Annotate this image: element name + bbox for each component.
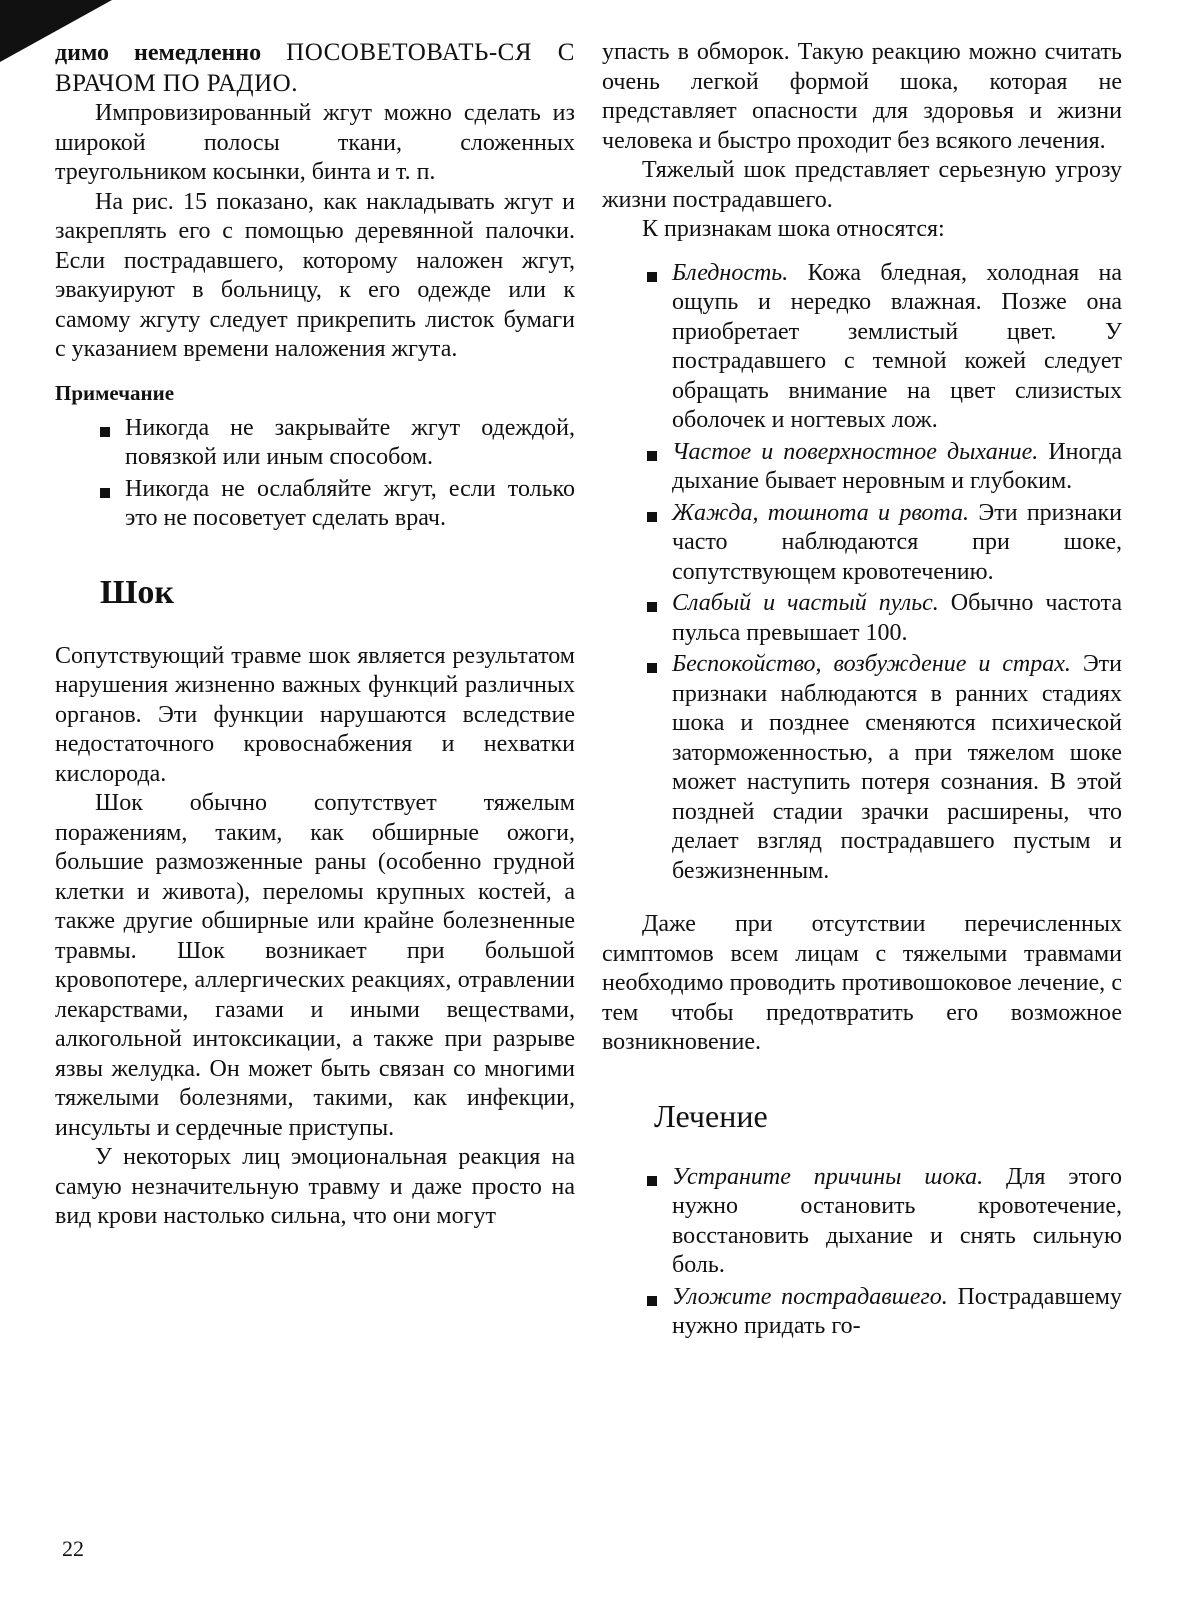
intro-paragraph xyxy=(55,38,575,99)
list-item xyxy=(602,650,1122,886)
shock-heading: Шок xyxy=(100,573,174,611)
page-number: 22 xyxy=(62,1536,84,1561)
prevention-paragraph: Даже при отсутствии перечисленных симптомов всем лицам с тяжелыми травмами необходимо проводить противошоковое лечение, с тем чтобы предотвратить его возможное возникновение. xyxy=(602,911,1122,1055)
bullet-icon xyxy=(647,1296,657,1306)
note-list xyxy=(55,414,575,534)
note-item-text: Никогда не ослабляйте жгут, если только это не посоветует сделать врач. xyxy=(125,475,575,531)
list-item xyxy=(55,414,575,473)
treatment-text: Для этого нужно остановить кровотечение, восстановить дыхание и снять сильную боль. xyxy=(672,1163,1122,1278)
bullet-icon xyxy=(100,427,110,437)
treatment-term: Уложите пострадавшего. xyxy=(672,1283,948,1310)
list-item xyxy=(602,438,1122,497)
list-item xyxy=(602,1163,1122,1281)
sign-term: Слабый и частый пульс. xyxy=(672,590,939,616)
treatment-list xyxy=(602,1163,1122,1342)
sign-text: Кожа бледная, холодная на ощупь и нередко влажная. Позже она приобретает землистый цвет. У пострадавшего с темной кожей следует обращать внимание на цвет слизистых оболочек и ногтевых лож. xyxy=(672,259,1122,433)
bullet-icon xyxy=(647,512,657,522)
intro-bold-text: димо немедленно xyxy=(55,40,262,66)
intro-caps-text: ПОСОВЕТОВАТЬ-СЯ С ВРАЧОМ ПО РАДИО. xyxy=(55,39,575,97)
bullet-icon xyxy=(647,1176,657,1186)
continued-paragraph: упасть в обморок. Такую реакцию можно считать очень легкой формой шока, которая не представляет опасности для здоровья и жизни человека и быстро проходит без всякого лечения. xyxy=(602,39,1122,154)
sign-term: Жажда, тошнота и рвота. xyxy=(672,499,970,526)
sign-term: Частое и поверхностное дыхание. xyxy=(672,438,1039,465)
sign-term: Беспокойство, возбуждение и страх. xyxy=(672,651,1071,677)
bullet-icon xyxy=(647,602,657,612)
bullet-icon xyxy=(647,272,657,282)
left-column xyxy=(55,38,575,1232)
sign-text: Эти признаки часто наблюдаются при шоке, сопутствующем кровотечению. xyxy=(672,499,1123,585)
list-item xyxy=(602,259,1122,436)
sign-text: Иногда дыхание бывает неровным и глубоким. xyxy=(672,438,1123,494)
shock-causes-paragraph: Шок обычно сопутствует тяжелым поражениям, таким, как обширные ожоги, большие размозженные раны (особенно грудной клетки и живота), переломы крупных костей, а также другие обширные или крайне болезненные травмы. Шок возникает при большой кровопотере, аллергических реакциях, отравлении лекарствами, газами и иными веществами, алкогольной интоксикации, а также при разрыве язвы желудка. Он может быть связан со многими тяжелыми болезнями, такими, как инфекции, инсульты и сердечные приступы. xyxy=(55,790,575,1141)
figure-paragraph: На рис. 15 показано, как накладывать жгут и закреплять его с помощью деревянной палочки. Если пострадавшего, которому наложен жгут, эвакуируют в больницу, к его одежде или к самому жгуту следует прикрепить листок бумаги с указанием времени наложения жгута. xyxy=(55,188,575,362)
bullet-icon xyxy=(647,663,657,673)
treatment-heading: Лечение xyxy=(654,1097,768,1134)
sign-term: Бледность. xyxy=(672,259,789,286)
signs-list xyxy=(602,259,1122,887)
list-item xyxy=(55,475,575,534)
list-item xyxy=(602,589,1122,648)
bullet-icon xyxy=(100,488,110,498)
sign-text: Эти признаки наблюдаются в ранних стадиях шока и позднее сменяются психической заторможенностью, а при тяжелом шоке может наступить потеря сознания. В этой поздней стадии зрачки расширены, что делает взгляд пострадавшего пустым и безжизненным. xyxy=(672,651,1122,884)
shock-emotional-paragraph: У некоторых лиц эмоциональная реакция на самую незначительную травму и даже просто на вид крови настолько сильна, что они могут xyxy=(55,1144,575,1229)
tourniquet-paragraph: Импровизированный жгут можно сделать из широкой полосы ткани, сложенных треугольником косынки, бинта и т. п. xyxy=(55,100,575,185)
sign-text: Обычно частота пульса превышает 100. xyxy=(672,590,1122,646)
right-column xyxy=(602,38,1122,1344)
treatment-text: Пострадавшему нужно придать го- xyxy=(672,1283,1122,1339)
severe-shock-paragraph: Тяжелый шок представляет серьезную угрозу жизни пострадавшего. xyxy=(602,157,1122,213)
list-item xyxy=(602,1283,1122,1342)
bullet-icon xyxy=(647,451,657,461)
signs-intro: К признакам шока относятся: xyxy=(642,216,945,242)
treatment-term: Устраните причины шока. xyxy=(672,1163,984,1190)
list-item xyxy=(602,499,1122,588)
note-title: Примечание xyxy=(55,380,175,405)
shock-paragraph: Сопутствующий травме шок является результатом нарушения жизненно важных функций различных органов. Эти функции нарушаются вследствие недостаточного кровоснабжения и нехватки кислорода. xyxy=(55,642,575,787)
note-item-text: Никогда не закрывайте жгут одеждой, повязкой или иным способом. xyxy=(125,414,575,470)
